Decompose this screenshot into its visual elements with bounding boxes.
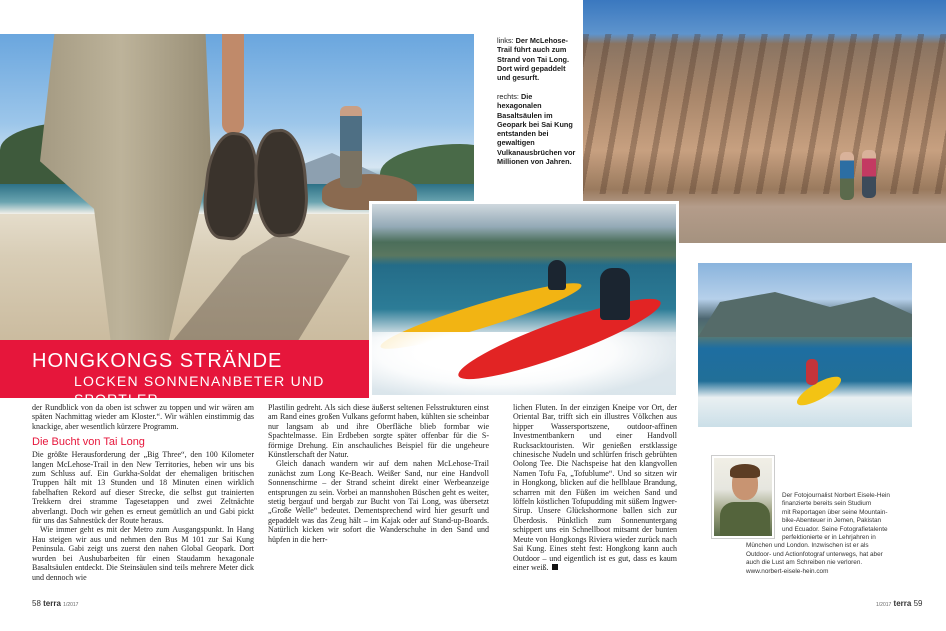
kayaker-figure <box>548 260 566 290</box>
magazine-brand: terra <box>893 599 912 608</box>
kayaker-figure <box>806 359 818 385</box>
hiker-shadow <box>170 234 350 344</box>
end-mark <box>552 564 558 570</box>
kayaker-figure <box>600 268 630 320</box>
paragraph-text: lichen Fluten. In der einzigen Kneipe vor Ort, der Oriental Bar, trifft sich ein illustres Völkchen aus hipper Wassersportszene, outdoor-affinen Investmentbankern und einer Handvoll Rucksacktouristen. Wir genießen erstklassige chinesische Nudeln und schlürfen frisch gebrühten Oolong Tee. Die Nachspeise hat den klangvollen Namen Tofu Fa, „Tofublume“. Und so sitzen wir in Hongkong, blicken auf die hellblaue Brandung, scharren mit den Füßen im weichen Sand und löffeln köstlichen Tofupudding mit süßem Ingwer-Sirup. Unsere Glückshormone ballen sich zur Überdosis. Pünktlich zum Sonnenuntergang schippert uns ein Schnellboot mitsamt der bunten Meute von Hongkongs Riviera wieder zurück nach Sai Kung. Eines steht fest: Hongkong kann auch Outdoor – und eigentlich ist es gut, dass es kaum einer weiß. <box>513 403 677 572</box>
photo-caption-right <box>497 92 577 166</box>
text-column-2 <box>268 403 489 544</box>
section-heading: Die Bucht von Tai Long <box>32 436 145 449</box>
bio-line: Outdoor- und Actionfotograf unterwegs, hat aber <box>746 550 883 558</box>
paragraph: Plastilin gedreht. Als sich diese äußerst seltenen Felsstrukturen einst am Rand eines großen Vulkans geformt haben, kühlten sie scheinbar nur langsam ab und ihre Oberfläche blieb formbar wie Spachtelmasse. Ein Erdbeben sorgte später offenbar für die S-förmige Drehung. Ein anschauliches Beispiel für die ungeheure Künstlerschaft der Natur. <box>268 403 489 460</box>
bio-line: finanzierte bereits sein Studium <box>782 500 872 508</box>
photo-caption-left <box>497 36 579 82</box>
hiker-figure <box>840 152 854 200</box>
page-number-right <box>876 599 922 608</box>
issue-number: 1/2017 <box>63 602 79 608</box>
distant-hiker <box>340 106 362 188</box>
title-banner <box>0 340 370 407</box>
single-kayaker-photo <box>695 260 915 430</box>
bio-line: bike-Abenteuer in Jemen, Pakistan <box>782 517 882 525</box>
paragraph <box>513 403 677 572</box>
hiking-shoe <box>251 127 310 238</box>
page-number-left <box>32 599 78 608</box>
magazine-brand: terra <box>43 599 61 608</box>
hiker-figure <box>862 150 876 198</box>
kayak-surf-photo <box>369 201 679 398</box>
paragraph: Wie immer geht es mit der Metro zum Ausgangspunkt. In Hang Hau steigen wir aus und nehmen den Bus M 101 zur Sai Kung Peninsula. Gabi zeigt uns zuerst den nahen Global Geopark. Dort wurden bei Aushubarbeiten für einen Staudamm hexagonale Basaltsäulen entdeckt. Die Steinsäulen sind teils mehrere Meter dick und dennoch wie <box>32 525 254 582</box>
article-subtitle: LOCKEN SONNENANBETER UND SPORTLER <box>74 373 325 407</box>
hiker-arm <box>222 34 244 134</box>
bio-line: München und London. Inzwischen ist er als <box>746 542 869 550</box>
bio-line: auch die Lust am Schreiben nie verloren. <box>746 559 863 567</box>
mountain-shape <box>698 287 915 337</box>
text-column-3 <box>513 403 677 572</box>
page-number: 59 <box>913 599 923 608</box>
page-number: 58 <box>32 599 41 608</box>
text-column-1 <box>32 403 254 582</box>
caption-label: links: <box>497 36 514 45</box>
bio-line: perfektionierte er in Lehrjahren in <box>782 534 876 542</box>
paragraph: der Rundblick von da oben ist schwer zu toppen und wir wären am späten Nachmittag wieder am Kloster.“. Wir wählen einstimmig das knackige, aber wesentlich kürzere Programm. <box>32 403 254 431</box>
caption-label: rechts: <box>497 92 519 101</box>
bio-line: Der Fotojournalist Norbert Eisele-Hein <box>782 492 890 499</box>
author-website[interactable]: www.norbert-eisele-hein.com <box>746 567 829 575</box>
paragraph: Die größte Herausforderung der „Big Three“, den 100 Kilometer langen McLehose-Trail in den New Territories, heben wir uns bis zum Schluss auf. Ein Gurkha-Soldat der ehemaligen britischen Truppen hält mit 13 Stunden und 18 Minuten einen wirklich fabelhaften Rekord auf dieser Strecke, die selbst gut trainierten Trekkern drei stramme Tagesetappen und zwei Zeltnächte abverlangt. Doch wir gehen es erneut gemütlich an und Gabi pickt für uns das Sahnestück der Route heraus. <box>32 450 254 526</box>
yellow-kayak <box>793 372 844 411</box>
article-title: HONGKONGS STRÄNDE <box>32 350 283 372</box>
caption-text: Der McLehose-Trail führt auch zum Strand von Tai Long. Dort wird gepaddelt und gesurft. <box>497 36 570 83</box>
basalt-texture <box>583 34 946 194</box>
bio-line: und Ecuador. Seine Fotografietalente <box>782 525 888 533</box>
author-hair <box>730 464 760 478</box>
issue-number: 1/2017 <box>876 602 892 608</box>
paragraph: Gleich danach wandern wir auf dem nahen McLehose-Trail zunächst zum Long Ke-Beach. Weißer Sand, nur eine Handvoll Sonnenschirme – der Strand scheint direkt einer Werbeanzeige entsprungen zu sein. Vorbei an mannshohen Büschen geht es weiter, stetig bergauf und bergab zur Bucht von Tai Long, was übersetzt „Große Welle“ bedeutet. Dementsprechend wird hier gesurft und gepaddelt was das Zeug hält – im Kajak oder auf Stand-up-Boards. Natürlich kicken wir sofort die Wanderschuhe in den Sand und hüpfen in die herr- <box>268 459 489 544</box>
bio-line: mit Reportagen über seine Mountain- <box>782 508 888 516</box>
author-bio <box>746 492 916 576</box>
caption-text: Die hexagonalen Basaltsäulen im Geopark bei Sai Kung entstanden bei gewaltigen Vulkanausbrüchen vor Millionen von Jahren. <box>497 92 576 167</box>
